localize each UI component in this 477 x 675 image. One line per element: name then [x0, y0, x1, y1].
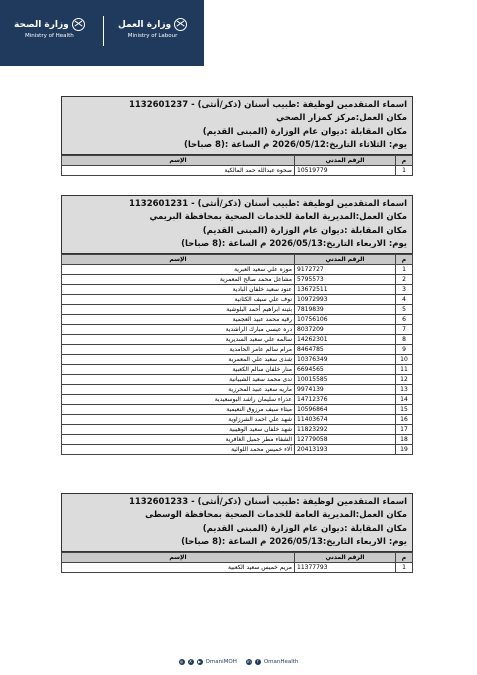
table-cell-civil: 13672511 [295, 285, 396, 295]
table-cell-m: 1 [396, 265, 413, 275]
table-cell-name: مريم خميس سعيد الكعبية [62, 563, 295, 573]
table-cell-civil: 10972993 [295, 295, 396, 305]
table-cell-civil: 12779058 [295, 435, 396, 445]
column-header: الرقم المدني [295, 553, 396, 563]
table-cell-civil: 14712376 [295, 395, 396, 405]
table-cell-name: ميثاء سيف مرزوق النعيمية [62, 405, 295, 415]
section-header-line: اسماء المتقدمين لوظيفة :طبيب أسنان (ذكر/أنثى) - 1132601233 [128, 497, 407, 507]
section-header-line: مكان العمل:مركز كمزار الصحي [276, 113, 407, 124]
table-row [62, 395, 413, 405]
table-cell-civil: 9974139 [295, 385, 396, 395]
table-cell-m: 16 [396, 415, 413, 425]
table-cell-civil: 7819839 [295, 305, 396, 315]
table-cell-civil: 14262301 [295, 335, 396, 345]
table-cell-name: شذى سعيد علي المعمرية [62, 355, 295, 365]
table-cell-name: ماريه سعيد عبيد المحرزية [62, 385, 295, 395]
table-row [62, 265, 413, 275]
table-row [62, 275, 413, 285]
section-header [61, 96, 413, 155]
table-row [62, 445, 413, 455]
table-cell-name: الشفاء مطر جميل الغافرية [62, 435, 295, 445]
table-cell-name: شهد خلفان سعيد الوهيبية [62, 425, 295, 435]
section-header-line: مكان المقابلة :ديوان عام الوزارة (المبنى القديم) [202, 523, 407, 534]
table-cell-name: بثينه ابراهيم أحمد البلوشية [62, 305, 295, 315]
ministry-of-labour-logo [118, 18, 187, 39]
khanjar-emblem-icon [72, 18, 85, 31]
section-header-line: مكان المقابلة :ديوان عام الوزارة (المبنى القديم) [202, 126, 407, 137]
applicants-table [61, 552, 413, 573]
table-cell-m: 8 [396, 335, 413, 345]
table-cell-civil: 9172727 [295, 265, 396, 275]
table-cell-civil: 10756106 [295, 315, 396, 325]
table-row [62, 385, 413, 395]
column-header: الإسم [62, 553, 295, 563]
column-header: م [396, 553, 413, 563]
table-row [62, 563, 413, 573]
table-cell-m: 5 [396, 305, 413, 315]
applicants-table [61, 155, 413, 176]
logo-divider [103, 16, 104, 46]
health-logo-english: Ministry of Health [25, 33, 74, 39]
table-cell-m: 14 [396, 395, 413, 405]
table-cell-civil: 20413193 [295, 445, 396, 455]
instagram-icon: ◎ [179, 659, 184, 664]
column-header: الرقم المدني [295, 255, 396, 265]
table-cell-name: موزه علي سعيد العبرية [62, 265, 295, 275]
x-icon: X [189, 659, 192, 664]
table-row [62, 335, 413, 345]
ministry-header-banner [0, 0, 204, 66]
table-row [62, 375, 413, 385]
table-cell-civil: 8037209 [295, 325, 396, 335]
section-header-line: يوم: الاربعاء التاريخ:2026/05/13 م الساعة :(8 صباحا) [181, 238, 407, 249]
table-cell-name: دره عيسى مبارك الراشدية [62, 325, 295, 335]
table-cell-m: 6 [396, 315, 413, 325]
table-cell-civil: 6694565 [295, 365, 396, 375]
health-logo-arabic: وزارة الصحة [14, 19, 69, 30]
table-row [62, 166, 413, 176]
section-header-line: يوم: الاربعاء التاريخ:2026/05/13 م الساعة :(8 صباحا) [181, 536, 407, 547]
table-row [62, 365, 413, 375]
applicants-section [61, 96, 413, 176]
social-footer [0, 655, 477, 669]
section-header-line: مكان المقابلة :ديوان عام الوزارة (المبنى القديم) [202, 225, 407, 236]
labour-logo-arabic: وزارة العمل [118, 19, 172, 30]
table-cell-m: 17 [396, 425, 413, 435]
table-cell-name: آلاء خميس محمد اللوائية [62, 445, 295, 455]
section-header-line: مكان العمل:المديرية العامة للخدمات الصحية بمحافظة الوسطى [145, 510, 407, 521]
youtube-icon: ▶ [198, 659, 202, 664]
table-cell-m: 2 [396, 275, 413, 285]
applicants-section [61, 195, 413, 455]
table-cell-m: 7 [396, 325, 413, 335]
table-row [62, 285, 413, 295]
facebook-icon: f [255, 659, 261, 665]
table-row [62, 295, 413, 305]
applicants-table [61, 254, 413, 455]
table-cell-name: منار خلفان سالم الكعبية [62, 365, 295, 375]
section-header [61, 493, 413, 552]
table-cell-m: 13 [396, 385, 413, 395]
footer-handle-moh[interactable]: OmaniMOH [205, 659, 237, 665]
table-cell-civil: 5795573 [295, 275, 396, 285]
labour-logo-english: Ministry of Labour [127, 33, 178, 39]
table-cell-civil: 11403674 [295, 415, 396, 425]
table-cell-name: مرام سالم عامر الحامدية [62, 345, 295, 355]
column-header: الإسم [62, 156, 295, 166]
table-cell-m: 9 [396, 345, 413, 355]
table-row [62, 435, 413, 445]
table-cell-name: مشاعل محمد صالح المعمرية [62, 275, 295, 285]
table-cell-name: صحوه عبدالله حمد المالكية [62, 166, 295, 176]
table-cell-civil: 11377793 [295, 563, 396, 573]
column-header: الرقم المدني [295, 156, 396, 166]
table-row [62, 305, 413, 315]
section-header-line: اسماء المتقدمين لوظيفة :طبيب أسنان (ذكر/أنثى) - 1132601231 [128, 199, 407, 209]
table-cell-m: 3 [396, 285, 413, 295]
table-cell-name: شهد علي احمد الشرزاوية [62, 415, 295, 425]
column-header: الإسم [62, 255, 295, 265]
table-cell-m: 12 [396, 375, 413, 385]
table-cell-m: 11 [396, 365, 413, 375]
section-header [61, 195, 413, 254]
table-cell-m: 1 [396, 563, 413, 573]
table-row [62, 345, 413, 355]
table-cell-civil: 10015585 [295, 375, 396, 385]
table-cell-m: 19 [396, 445, 413, 455]
table-cell-m: 1 [396, 166, 413, 176]
table-cell-name: رقيه محمد عبيد العجمية [62, 315, 295, 325]
table-cell-civil: 10376349 [295, 355, 396, 365]
section-header-line: مكان العمل:المديرية العامة للخدمات الصحية بمحافظة البريمي [149, 212, 407, 223]
table-row [62, 405, 413, 415]
table-row [62, 425, 413, 435]
footer-handle-health[interactable]: OmanHealth [263, 659, 299, 665]
table-cell-civil: 10519779 [295, 166, 396, 176]
table-row [62, 325, 413, 335]
ministry-of-health-logo [14, 18, 85, 39]
column-header: م [396, 156, 413, 166]
table-row [62, 315, 413, 325]
table-cell-m: 4 [396, 295, 413, 305]
table-cell-m: 18 [396, 435, 413, 445]
section-header-line: اسماء المتقدمين لوظيفة :طبيب أسنان (ذكر/أنثى) - 1132601237 [128, 100, 407, 110]
table-cell-name: نوف علي سيف الكثانية [62, 295, 295, 305]
table-row [62, 415, 413, 425]
column-header: م [396, 255, 413, 265]
table-cell-civil: 11823292 [295, 425, 396, 435]
khanjar-emblem-icon [174, 18, 187, 31]
table-cell-civil: 8464785 [295, 345, 396, 355]
applicants-section [61, 493, 413, 573]
table-cell-m: 15 [396, 405, 413, 415]
table-row [62, 355, 413, 365]
table-cell-name: عنود سعيد خلفان البادية [62, 285, 295, 295]
table-cell-name: ندى محمد سعيد الشبيانية [62, 375, 295, 385]
table-cell-name: سالمه علي سعيد السديرية [62, 335, 295, 345]
table-cell-name: عذراء سليمان راشد البوسعيدية [62, 395, 295, 405]
linkedin-icon: in [247, 659, 251, 664]
table-cell-civil: 10596864 [295, 405, 396, 415]
table-cell-m: 10 [396, 355, 413, 365]
section-header-line: يوم: الثلاثاء التاريخ:2026/05/12 م الساعة :(8 صباحا) [183, 139, 407, 150]
